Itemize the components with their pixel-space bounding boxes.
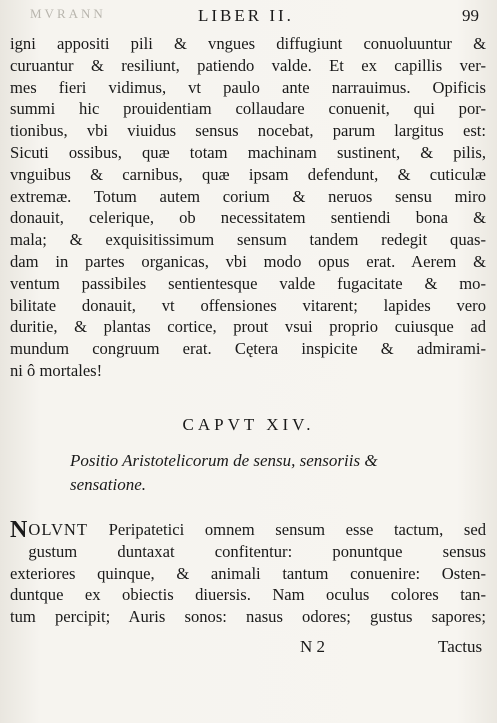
chapter-title-line: sensatione. [70, 475, 147, 494]
text-line: bilitate donauit, vt offensiones vitarent; lapides vero [10, 295, 486, 315]
text-line: curuantur & resiliunt, patiendo valde. Et ex capillis ver- [10, 55, 486, 75]
text-line: donauit, celerique, ob necessitatem sentiendi bona & [10, 208, 486, 228]
text-line: tionibus, vbi viuidus sensus nocebat, parum largitus est: [10, 121, 486, 141]
text-line: mala; & exquisitissimum sensum tandem redegit quas- [10, 230, 486, 250]
page-footer [0, 637, 497, 661]
text-line: igni appositi pili & vngues diffugiunt conuoluuntur & [10, 34, 486, 53]
text-line: vnguibus & carnibus, quæ ipsam defendunt, & cuticulæ [10, 164, 486, 184]
text-line: Sicuti ossibus, quæ totam machinam sustinent, & pilis, [10, 142, 486, 162]
running-title: LIBER II. [198, 6, 294, 25]
text-line: exteriores quinque, & animali tantum conuenire: Osten- [10, 563, 486, 583]
text-line: ni ô mortales! [10, 360, 103, 380]
chapter-title [70, 449, 470, 497]
text-line [10, 519, 486, 541]
text-line: duntque ex obiectis diuersis. Nam oculus colores tan- [10, 585, 486, 605]
body-paragraph [10, 33, 486, 382]
chapter-paragraph [10, 519, 486, 628]
opening-word: OLVNT [28, 520, 89, 539]
text-line: ventum passibiles sentientesque valde fugacitate & mo- [10, 273, 486, 293]
chapter-heading: CAPVT XIV. [182, 415, 315, 434]
text-line: extremæ. Totum autem corium & neruos sensu miro [10, 186, 486, 206]
show-through-header: MVRANN [30, 6, 106, 21]
drop-initial: N [10, 517, 28, 543]
text-line: gustum duntaxat confitentur: ponuntque sensus [28, 541, 486, 561]
text-line: dam in partes organicas, vbi modo opus erat. Aerem & [10, 251, 486, 271]
text-fragment: Peripatetici omnem sensum esse tactum, sed [88, 520, 486, 539]
text-line: mundum congruum erat. Cętera inspicite & admirami- [10, 339, 486, 359]
page-number: 99 [462, 6, 479, 25]
text-line: tum percipit; Auris sonos: nasus odores; gustus sapores; [10, 607, 486, 627]
running-head [0, 4, 497, 26]
signature-mark: N 2 [300, 637, 326, 656]
text-line: duritie, & plantas cortice, prout vsui proprio cuiusque ad [10, 317, 486, 337]
chapter-title-line: Positio Aristotelicorum de sensu, sensoriis & [70, 451, 378, 470]
text-line: mes fieri vidimus, vt paulo ante narrauimus. Opificis [10, 77, 486, 97]
text-line: summi hic prouidentiam collaudare conuenit, qui por- [10, 99, 486, 119]
catchword: Tactus [438, 637, 483, 656]
